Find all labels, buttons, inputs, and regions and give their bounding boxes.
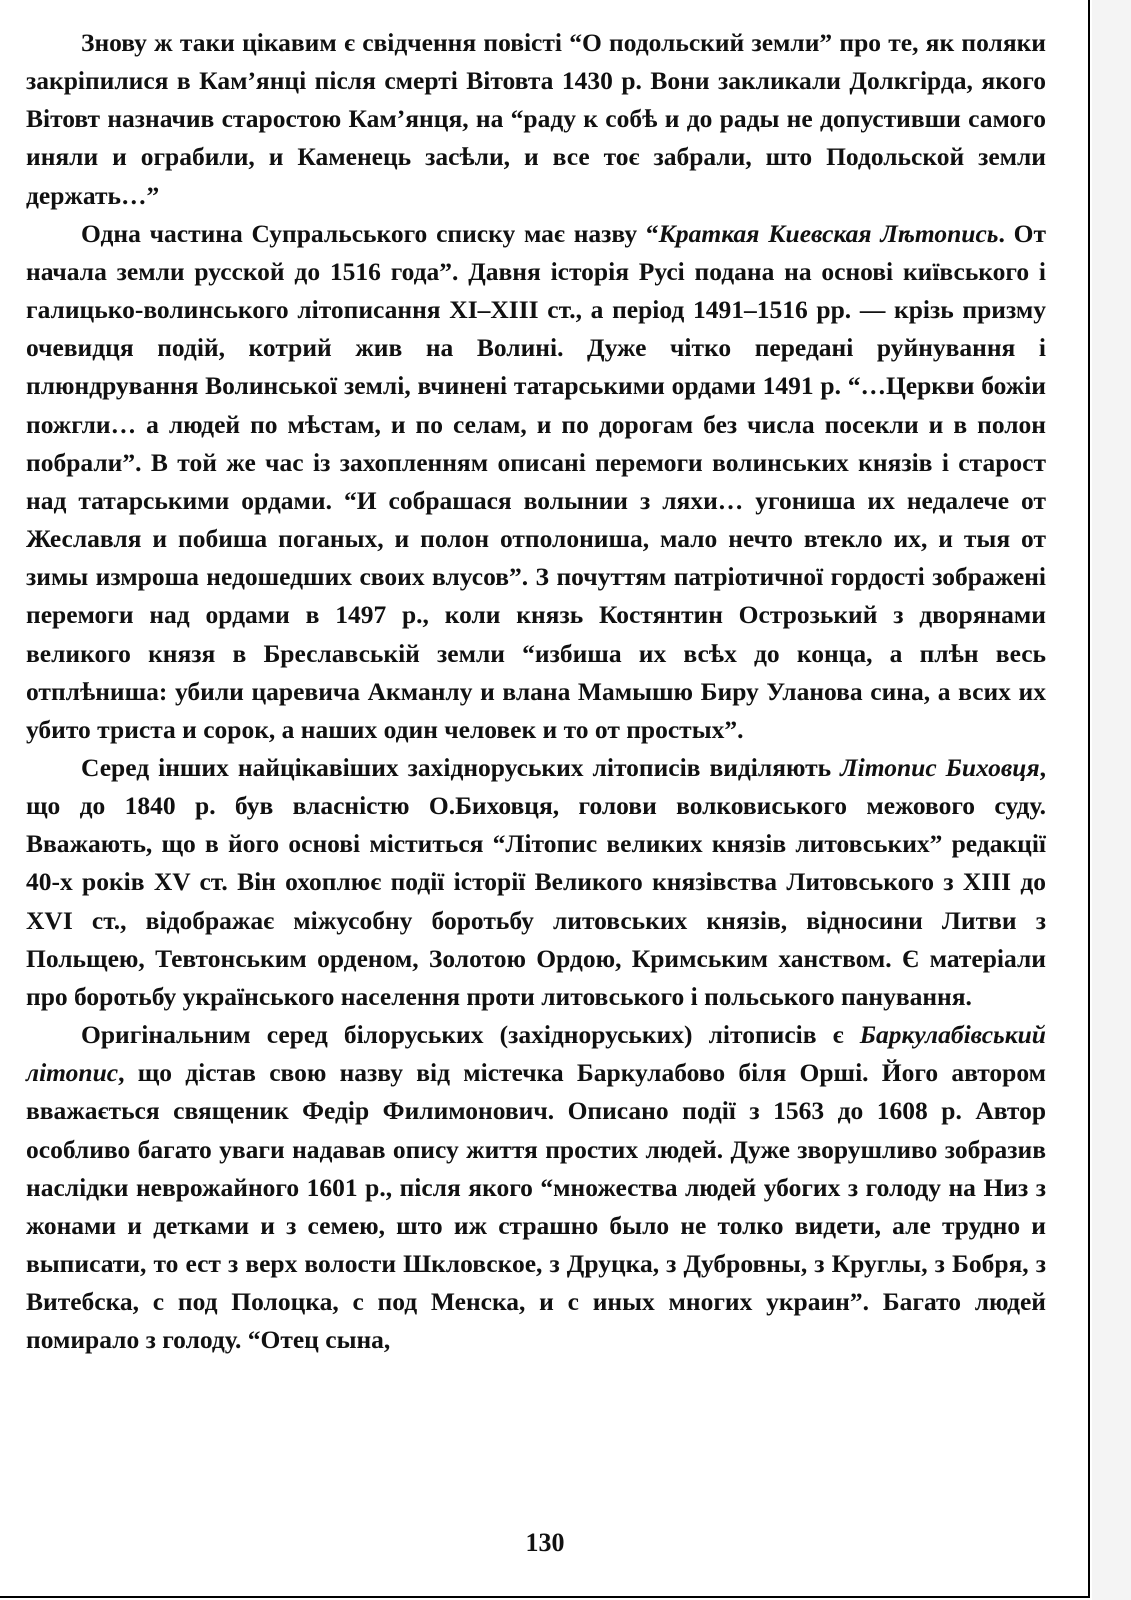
page-body-text [26,24,1046,1359]
paragraph-3-run-1: Серед інших найцікавіших західноруських літописів виділяють [81,752,841,782]
paragraph-2 [26,215,1046,749]
page-number: 130 [525,1528,565,1557]
paragraph-2-italic-title: Краткая Киевская Лѣтопись [658,218,999,248]
paragraph-1-run-1: Знову ж таки цікавим є свідчення повісті “О подольский земли” про те, як поляки закріпилися в Кам’янці після смерті Вітовта 1430 р. Вони закликали Долкгірда, якого Вітовт назначив старостою Кам’янця, на “раду к собѣ и до рады не допустивши самого иняли и ограбили, и Каменець засѣли, и все тоє забрали, што Подольской земли держать…” [26,28,1046,210]
scan-margin [1092,0,1131,1600]
paragraph-2-run-3: . От начала земли русской до 1516 года”. Давня історія Русі подана на основі київського і галицько-волинського літописання XI–XIII ст., а період 1491–1516 рр. — крізь призму очевидця подій, котрий жив на Волині. Дуже чітко передані руйнування і плюндрування Волинської землі, вчинені татарськими ордами 1491 р. “…Церкви божіи пожгли… а людей по мѣстам, и по селам, и по дорогам без числа посекли и в полон побрали”. В той же час із захопленням описані перемоги волинських князів і старост над татарськими ордами. “И собрашася волынии з ляхи… угониша их недалече от Жеславля и побиша поганых, и полон отполониша, мало нечто втекло их, и тыя от зимы измроша недошедших своих влусов”. З почуттям патріотичної гордості зображені перемоги над ордами в 1497 р., коли князь Костянтин Острозький з дворянами великого князя в Бреславській земли “избиша их всѣх до конца, а плѣн весь отплѣниша: убили царевича Акманлу и влана Мамышю Биру Уланова сина, а всих их убито триста и сорок, а наших один человек и то от простых”. [26,218,1046,744]
paragraph-2-run-1: Одна частина Супральського списку має назву “ [81,218,659,248]
paragraph-3-run-3: , що до 1840 р. був власністю О.Биховця, голови волковиського межового суду. Вважають, що в його основі міститься “Літопис великих князів литовських” редакції 40-х років XV ст. Він охоплює події історії Великого князівства Литовського з XIII до XVI ст., відображає міжусобну боротьбу литовських князів, відносини Литви з Польщею, Тевтонським орденом, Золотою Ордою, Кримським ханством. Є матеріали про боротьбу українського населення проти литовського і польського панування. [26,752,1046,1011]
paragraph-1 [26,24,1046,215]
paragraph-3-italic-title: Літопис Биховця [840,752,1040,782]
paragraph-4-italic-title: Баркулабівський літопис [26,1020,1046,1088]
paragraph-3 [26,749,1046,1016]
paragraph-4-run-1: Оригінальним серед білоруських (західноруських) літописів є [81,1020,860,1050]
paragraph-4 [26,1016,1046,1359]
paragraph-4-run-3: , що дістав свою назву від містечка Баркулабово біля Орші. Його автором вважається священик Федір Филимонович. Описано події з 1563 до 1608 р. Автор особливо багато уваги надавав опису життя простих людей. Дуже зворушливо зобразив наслідки неврожайного 1601 р., після якого “множества людей убогих з голоду на Низ з жонами и детками и з семею, што иж страшно было не толко видети, але трудно и выписати, то ест з верх волости Шкловское, з Друцка, з Дубровны, з Круглы, з Бобря, з Витебска, с под Полоцка, с под Менска, и с иных многих украин”. Багато людей помирало з голоду. “Отец сына, [26,1058,1046,1355]
